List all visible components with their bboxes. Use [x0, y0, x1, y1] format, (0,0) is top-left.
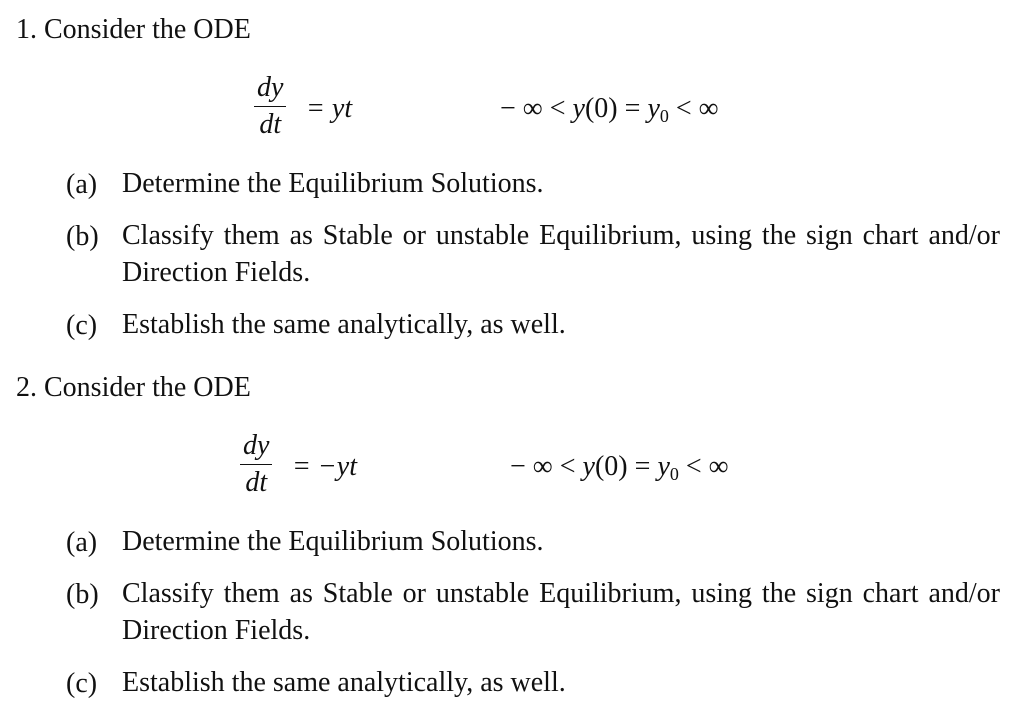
part-tag: (c): [66, 668, 98, 699]
fraction-denominator: dt: [245, 467, 268, 498]
part-text: Establish the same analytically, as well.: [122, 667, 566, 698]
initial-condition: [500, 89, 719, 136]
condition-mid: (0) =: [584, 93, 648, 124]
condition-left: − ∞ <: [500, 93, 573, 124]
derivative-fraction: [240, 430, 272, 499]
part-tag: (b): [66, 579, 99, 610]
equation-rhs: [292, 447, 357, 487]
problem-heading: 2. Consider the ODE: [16, 372, 251, 403]
part-text: Determine the Equilibrium Solutions.: [122, 168, 544, 199]
equation-rhs: [306, 89, 352, 129]
part-tag: (c): [66, 310, 98, 341]
part-tag: (b): [66, 221, 99, 252]
condition-y0: y: [647, 93, 660, 124]
fraction-numerator: dy: [243, 430, 270, 461]
condition-mid: (0) =: [594, 451, 658, 482]
fraction-numerator: dy: [257, 72, 284, 103]
initial-condition: [510, 447, 729, 494]
condition-y0: y: [657, 451, 670, 482]
fraction-denominator: dt: [259, 109, 282, 140]
derivative-fraction: [254, 72, 286, 141]
part-text: Classify them as Stable or unstable Equilibrium, using the sign chart and/or Direction Fields.: [122, 220, 1000, 288]
condition-subscript: 0: [659, 106, 669, 126]
rhs-text: = −yt: [292, 451, 357, 482]
condition-subscript: 0: [669, 464, 679, 484]
condition-right: < ∞: [678, 451, 729, 482]
ode-equation: [0, 72, 1024, 152]
part-tag: (a): [66, 527, 98, 558]
condition-y: y: [582, 451, 595, 482]
part-text: Classify them as Stable or unstable Equilibrium, using the sign chart and/or Direction Fields.: [122, 578, 1000, 646]
part-text: Determine the Equilibrium Solutions.: [122, 526, 544, 557]
fraction-bar: [254, 106, 286, 107]
condition-right: < ∞: [668, 93, 719, 124]
problem-heading: 1. Consider the ODE: [16, 14, 251, 45]
part-tag: (a): [66, 169, 98, 200]
condition-left: − ∞ <: [510, 451, 583, 482]
part-text: Establish the same analytically, as well.: [122, 309, 566, 340]
fraction-bar: [240, 464, 272, 465]
rhs-text: = yt: [306, 93, 353, 124]
ode-equation: [0, 430, 1024, 510]
condition-y: y: [572, 93, 585, 124]
